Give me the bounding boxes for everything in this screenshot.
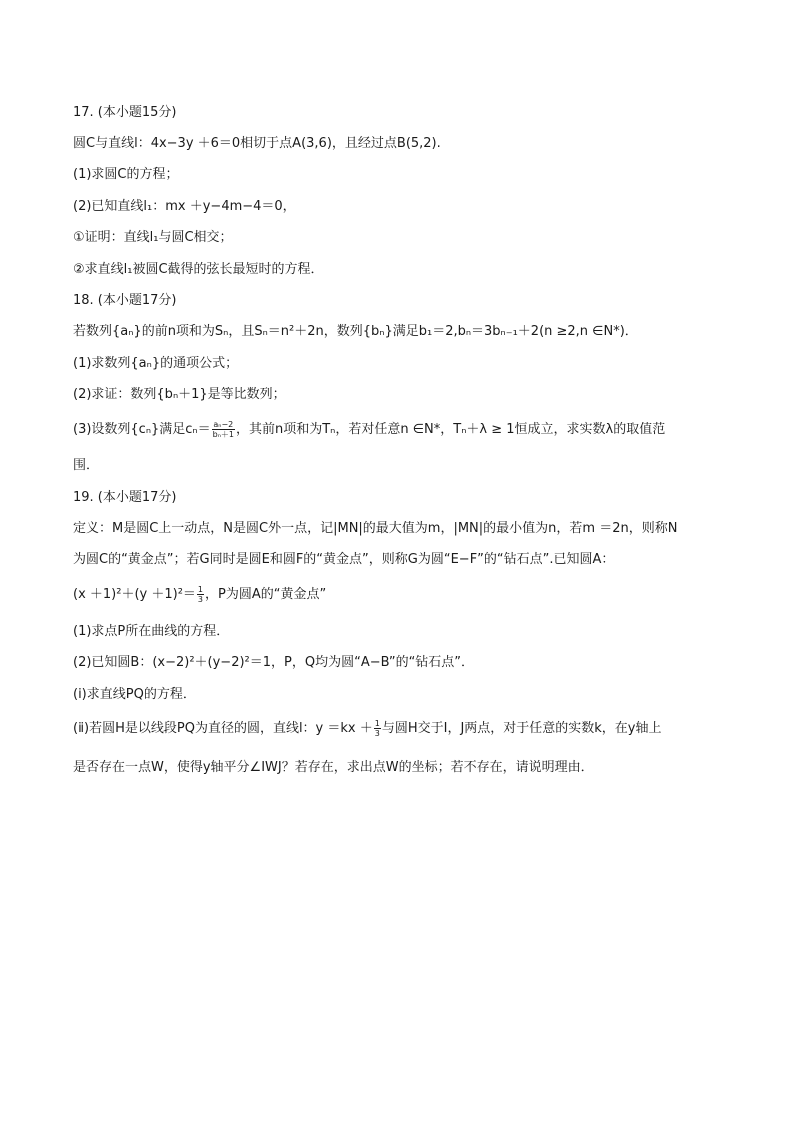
problem-17-q2b: ②求直线l₁被圆C截得的弦长最短时的方程． — [73, 262, 324, 277]
problem-19-def-1: 定义：M是圆C上一动点，N是圆C外一点，记|MN|的最大值为m，|MN|的最小值为n，若m ＝2n，则称N — [73, 521, 678, 536]
problem-19-q2ii-pre: (ⅱ)若圆H是以线段PQ为直径的圆，直线l：y ＝kx ＋ — [73, 721, 373, 736]
problem-19-q2ii-post: 与圆H交于I，J两点，对于任意的实数k，在y轴上 — [381, 721, 662, 736]
fraction-numerator: 1 — [374, 719, 380, 728]
problem-19-q1: (1)求点P所在曲线的方程． — [73, 624, 230, 639]
problem-17-stem: 圆C与直线l：4x−3y ＋6＝0相切于点A(3,6)，且经过点B(5,2). — [73, 136, 441, 151]
problem-18-stem: 若数列{aₙ}的前n项和为Sₙ，且Sₙ＝n²＋2n，数列{bₙ}满足b₁＝2,bₙ＝3bₙ₋₁＋2(n ≥2,n ∈N*)． — [73, 324, 638, 339]
fraction — [212, 420, 235, 439]
problem-18-q3 — [73, 420, 734, 439]
fraction-denominator: 3 — [374, 729, 380, 738]
fraction-denominator: bₙ＋1 — [212, 430, 234, 439]
problem-19-q2ii — [73, 719, 734, 738]
fraction — [374, 719, 381, 738]
problem-18-q1: (1)求数列{aₙ}的通项公式； — [73, 356, 239, 371]
problem-18-q3-post: ，其前n项和为Tₙ，若对任意n ∈N*，Tₙ＋λ ≥ 1恒成立，求实数λ的取值范 — [235, 422, 666, 437]
problem-19-def-2: 为圆C的“黄金点”；若G同时是圆E和圆F的“黄金点”，则称G为圆“E−F”的“钻石点”.已知圆A： — [73, 552, 615, 567]
problem-17-q2: (2)已知直线l₁：mx ＋y−4m−4＝0， — [73, 199, 296, 214]
fraction-numerator: aₙ−2 — [213, 420, 234, 429]
problem-19-q2: (2)已知圆B：(x−2)²＋(y−2)²＝1，P，Q均为圆“A−B”的“钻石点”． — [73, 655, 475, 670]
problem-18-header: 18. (本小题17分) — [73, 293, 177, 308]
fraction-denominator: 3 — [197, 595, 203, 604]
problem-17-header: 17. (本小题15分) — [73, 105, 177, 120]
fraction — [197, 585, 204, 604]
problem-19-q2ii-cont: 是否存在一点W，使得y轴平分∠IWJ？若存在，求出点W的坐标；若不存在，请说明理由． — [73, 760, 594, 775]
problem-19-def-3-pre: (x ＋1)²＋(y ＋1)²＝ — [73, 587, 196, 602]
problem-19-def-3 — [73, 585, 734, 604]
problem-18-q3-pre: (3)设数列{cₙ}满足cₙ＝ — [73, 422, 211, 437]
problem-17-q2a: ①证明：直线l₁与圆C相交； — [73, 230, 233, 245]
problem-18-q3-cont: 围． — [73, 458, 100, 473]
problem-19-q2i: (ⅰ)求直线PQ的方程． — [73, 687, 196, 702]
problem-17-q1: (1)求圆C的方程； — [73, 167, 179, 182]
problem-18-q2: (2)求证：数列{bₙ＋1}是等比数列； — [73, 387, 286, 402]
problem-19-def-3-post: ，P为圆A的“黄金点” — [205, 587, 327, 602]
fraction-numerator: 1 — [197, 585, 203, 594]
problem-19-header: 19. (本小题17分) — [73, 490, 177, 505]
